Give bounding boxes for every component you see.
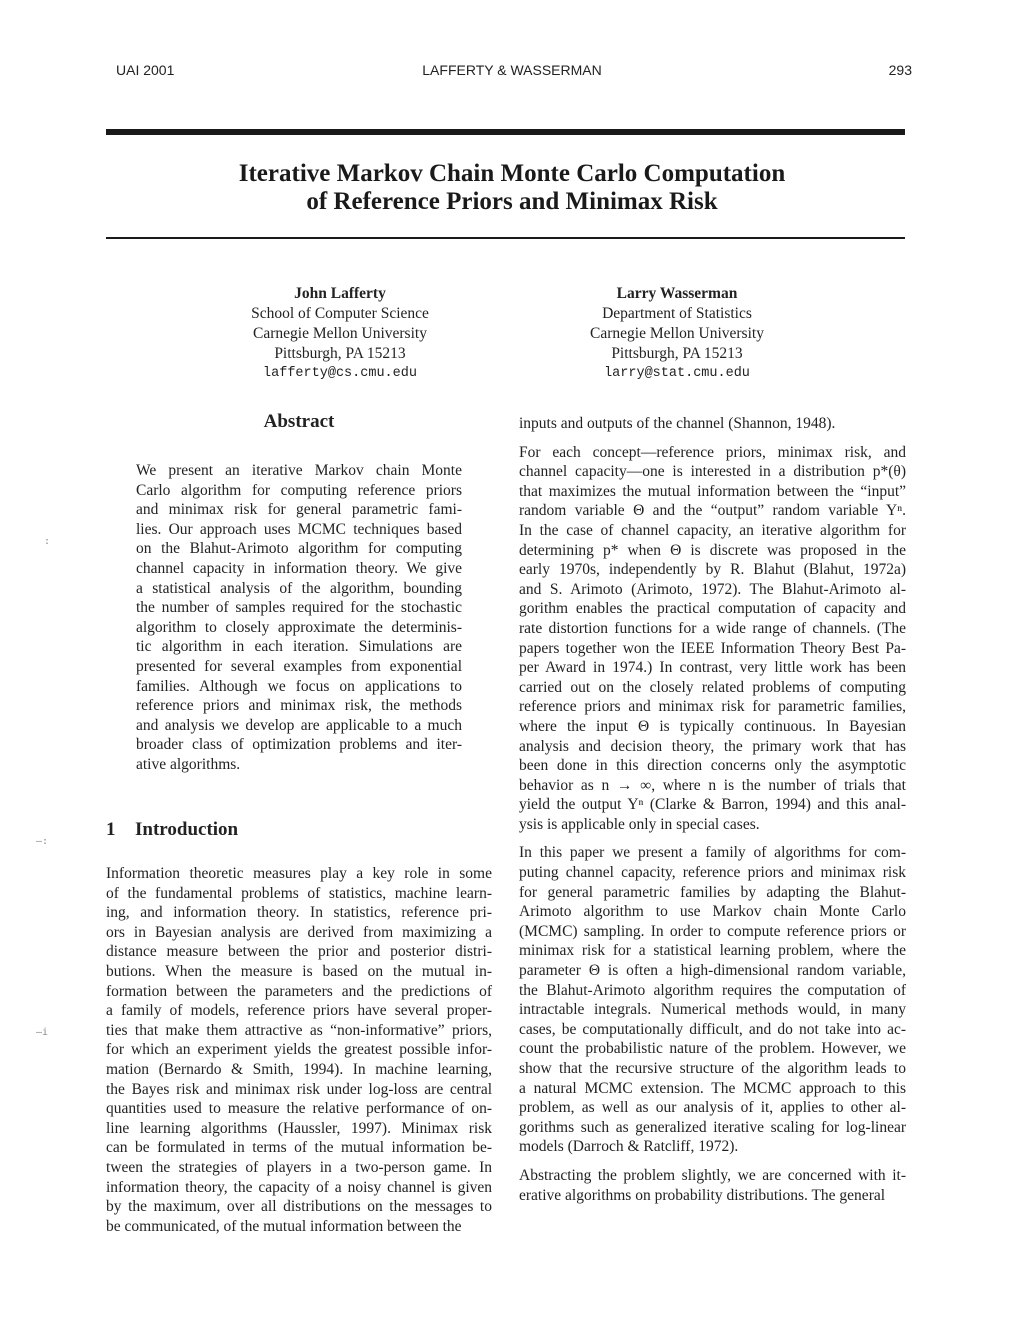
author-name: Larry Wasserman [616,285,738,302]
page-number: 293 [888,62,912,78]
text-line: been done in this direction concerns only the asymptotic [519,757,906,775]
author-block-lafferty [190,284,490,384]
paragraph-gap [519,834,906,843]
text-line: minimax risk for a statistical learning problem, where the [519,942,906,960]
text-line: reference priors and minimax risk, the methods [136,697,462,715]
author-institution: Carnegie Mellon University [253,325,427,342]
text-line: formation between the parameters and the predictions of [106,982,492,1000]
author-address: Pittsburgh, PA 15213 [274,345,406,362]
text-line: channel capacity in information theory. We give [136,559,462,577]
text-line: where the input Θ is typically continuous. In Bayesian [519,717,906,735]
section-number: 1 [106,819,116,840]
text-line: In the case of channel capacity, an iterative algorithm for [519,521,906,539]
section-title: Introduction [135,819,239,840]
text-line: algorithm to closely approximate the determinis- [136,618,462,636]
scan-margin-mark: : [44,536,51,547]
title-line-2: of Reference Priors and Minimax Risk [306,188,718,215]
text-line: intractable integrals. Numerical methods would, in many [519,1001,906,1019]
text-line: quantities used to measure the relative performance of on- [106,1100,492,1118]
text-line: be communicated, of the mutual information between the [106,1217,462,1235]
right-column-body [519,414,906,1205]
text-line: presented for several examples from exponential [136,657,462,675]
text-line: on the Blahut-Arimoto algorithm for computing [136,540,462,558]
author-email: lafferty@cs.cmu.edu [263,366,417,381]
text-line: For each concept—reference priors, minimax risk, and [519,443,906,461]
text-line: behavior as n → ∞, where n is the number of trials that [519,776,906,794]
text-line: (MCMC) sampling. In order to compute reference priors or [519,922,906,940]
text-line: and S. Arimoto (Arimoto, 1972). The Blahut-Arimoto al- [519,580,906,598]
text-line: ties that make them attractive as “non-informative” priors, [106,1021,492,1039]
text-line: for which an experiment yields the greatest possible infor- [106,1041,492,1059]
text-line: families. Although we focus on applications to [136,677,462,695]
running-header-authors: LAFFERTY & WASSERMAN [422,62,602,78]
text-line: parameter Θ is often a high-dimensional random variable, [519,962,906,980]
text-line: the number of samples required for the stochastic [136,599,462,617]
text-line: the Blahut-Arimoto algorithm requires the computation of [519,981,906,999]
running-header-conference: UAI 2001 [116,62,175,78]
text-line: erative algorithms on probability distributions. The general [519,1186,886,1204]
text-line: a natural MCMC extension. The MCMC approach to this [519,1079,906,1097]
text-line: random variable Θ and the “output” random variable Yⁿ. [519,502,906,520]
text-line: carried out on the closely related problems of computing [519,678,906,696]
text-line: channel capacity—one is interested in a distribution p*(θ) [519,463,906,481]
text-line: In this paper we present a family of algorithms for com- [519,844,906,862]
text-line: can be formulated in terms of the mutual information be- [106,1139,492,1157]
text-line: line learning algorithms (Haussler, 1997). Minimax risk [106,1119,492,1137]
text-line: reference priors and minimax risk for parametric families, [519,698,906,716]
text-line: butions. When the measure is based on the mutual in- [106,962,492,980]
introduction-body [106,864,492,1236]
text-line: a statistical analysis of the algorithm, bounding [136,579,462,597]
scan-margin-mark: —: [36,836,49,847]
text-line: yield the output Yⁿ (Clarke & Barron, 1994) and this anal- [519,796,906,814]
text-line: Carlo algorithm for computing reference priors [136,481,462,499]
text-line: rate distortion functions for a wide range of channels. (The [519,619,906,637]
text-line: determining p* when Θ is discrete was proposed in the [519,541,906,559]
text-line: distance measure between the prior and posterior distri- [106,943,492,961]
text-line: for general parametric families by adapting the Blahut- [519,883,906,901]
text-line: Information theoretic measures play a key role in some [106,865,492,882]
section-heading-introduction [106,819,238,841]
text-line: lies. Our approach uses MCMC techniques based [136,520,462,538]
text-line: tween the strategies of players in a two-person game. In [106,1158,492,1176]
text-line: cases, be computationally difficult, and do not take into ac- [519,1020,906,1038]
scan-margin-mark: —i [36,1027,49,1038]
text-line: mation (Bernardo & Smith, 1994). In machine learning, [106,1060,492,1078]
author-email: larry@stat.cmu.edu [604,366,750,381]
author-block-wasserman [527,284,827,384]
text-line: a family of models, reference priors have several proper- [106,1002,492,1020]
text-line: per Award in 1974.) In contrast, very little work has been [519,659,906,677]
text-line: Abstracting the problem slightly, we are concerned with it- [519,1166,906,1184]
text-line: that maximizes the mutual information between the “input” [519,482,906,500]
text-line: gorithms such as generalized iterative scaling for log-linear [519,1118,906,1136]
text-line: ative algorithms. [136,755,241,773]
text-line: gorithm enables the practical computation of capacity and [519,600,906,618]
author-name: John Lafferty [294,285,386,302]
paper-title [0,160,1024,216]
text-line: and analysis we develop are applicable to a much [136,716,462,734]
text-line: of the fundamental problems of statistics, machine learn- [106,884,492,902]
text-line: and minimax risk for general parametric fami- [136,501,462,519]
author-department: School of Computer Science [251,305,429,322]
text-line: puting channel capacity, reference priors and minimax risk [519,864,906,882]
title-top-rule [106,129,905,135]
text-line: We present an iterative Markov chain Monte [136,462,462,479]
text-line: early 1970s, independently by R. Blahut (Blahut, 1972a) [519,561,906,579]
title-bottom-rule [106,237,905,239]
text-line: Arimoto algorithm to use Markov chain Monte Carlo [519,903,906,921]
author-institution: Carnegie Mellon University [590,325,764,342]
text-line: by the maximum, over all distributions on the messages to [106,1198,492,1216]
author-address: Pittsburgh, PA 15213 [611,345,743,362]
text-line: inputs and outputs of the channel (Shannon, 1948). [519,415,836,432]
text-line: broader class of optimization problems and iter- [136,736,462,754]
text-line: ing, and information theory. In statistics, reference pri- [106,904,492,922]
text-line: show that the recursive structure of the algorithm leads to [519,1060,906,1077]
abstract-body [136,461,462,775]
text-line: models (Darroch & Ratcliff, 1972). [519,1138,739,1156]
title-line-1: Iterative Markov Chain Monte Carlo Computation [238,160,786,187]
text-line: the Bayes risk and minimax risk under log-loss are central [106,1080,492,1098]
author-department: Department of Statistics [602,305,752,322]
paragraph-gap [519,434,906,443]
text-line: problem, as well as our analysis of it, applies to other al- [519,1099,906,1117]
text-line: information theory, the capacity of a noisy channel is given [106,1178,492,1196]
text-line: ors in Bayesian analysis are derived from maximizing a [106,923,492,941]
text-line: analysis and decision theory, the primary work that has [519,737,906,755]
text-line: count the probabilistic nature of the problem. However, we [519,1040,906,1058]
abstract-heading: Abstract [263,411,335,432]
text-line: ysis is applicable only in special cases. [519,815,760,833]
text-line: tic algorithm in each iteration. Simulations are [136,638,462,656]
text-line: papers together won the IEEE Information Theory Best Pa- [519,639,906,657]
paragraph-gap [519,1157,906,1166]
